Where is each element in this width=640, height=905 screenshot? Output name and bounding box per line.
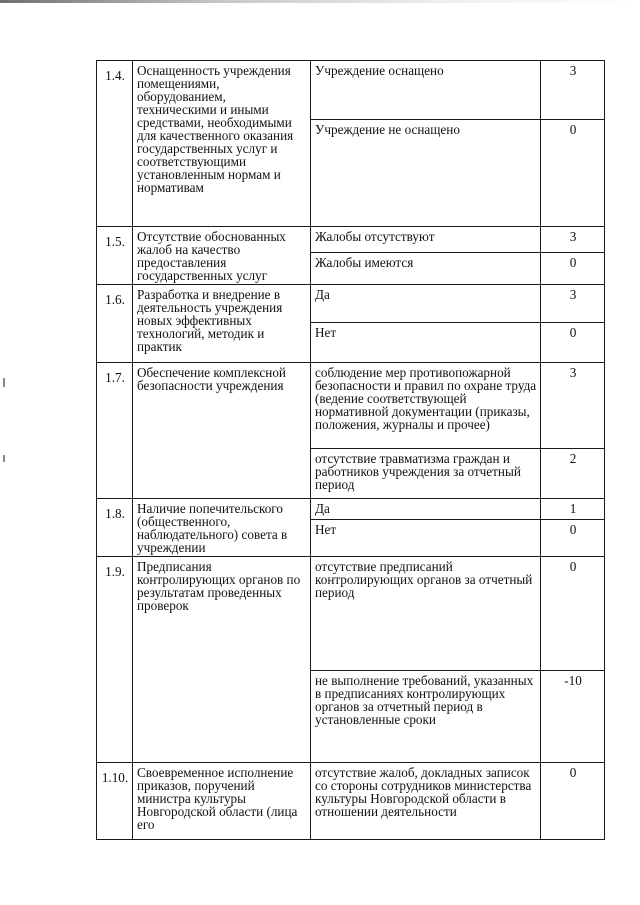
criterion-name: Своевременное исполнение приказов, поручений министра культуры Новгородской области (лица его xyxy=(133,763,311,840)
condition-text: Нет xyxy=(311,323,541,363)
condition-text: Да xyxy=(311,285,541,323)
condition-text: отсутствие жалоб, докладных записок со стороны сотрудников министерства культуры Новгородской области в отношении деятельности xyxy=(311,763,541,840)
scan-speck xyxy=(3,378,5,387)
criterion-name: Обеспечение комплексной безопасности учреждения xyxy=(133,363,311,499)
row-number: 1.7. xyxy=(97,363,133,499)
points-value: 3 xyxy=(541,285,605,323)
condition-text: Учреждение оснащено xyxy=(311,61,541,120)
criteria-table xyxy=(96,60,605,840)
points-value: 0 xyxy=(541,323,605,363)
condition-text: Учреждение не оснащено xyxy=(311,120,541,227)
condition-text: отсутствие предписаний контролирующих органов за отчетный период xyxy=(311,557,541,671)
row-number: 1.6. xyxy=(97,285,133,363)
row-number: 1.5. xyxy=(97,227,133,285)
points-value: 0 xyxy=(541,557,605,671)
points-value: 0 xyxy=(541,253,605,285)
points-value: 2 xyxy=(541,449,605,499)
points-value: 1 xyxy=(541,499,605,520)
table-row xyxy=(97,285,605,323)
row-number: 1.4. xyxy=(97,61,133,227)
table-row xyxy=(97,227,605,253)
points-value: 0 xyxy=(541,120,605,227)
condition-text: отсутствие травматизма граждан и работников учреждения за отчетный период xyxy=(311,449,541,499)
condition-text: не выполнение требований, указанных в предписаниях контролирующих органов за отчетный период в установленные сроки xyxy=(311,671,541,763)
scan-speck xyxy=(3,455,5,462)
points-value: 0 xyxy=(541,520,605,557)
criterion-name: Наличие попечительского (общественного, наблюдательного) совета в учреждении xyxy=(133,499,311,557)
condition-text: Жалобы имеются xyxy=(311,253,541,285)
points-value: -10 xyxy=(541,671,605,763)
table-row xyxy=(97,363,605,449)
row-number: 1.9. xyxy=(97,557,133,763)
table-row xyxy=(97,557,605,671)
points-value: 0 xyxy=(541,763,605,840)
scan-edge-artifact xyxy=(0,0,640,3)
row-number: 1.10. xyxy=(97,763,133,840)
criterion-name: Оснащенность учреждения помещениями, оборудованием, техническими и иными средствами, необходимыми для качественного оказания государственных услуг и соответствующими установленным нормам и нормативам xyxy=(133,61,311,227)
table-row xyxy=(97,61,605,120)
row-number: 1.8. xyxy=(97,499,133,557)
table-row xyxy=(97,499,605,520)
criterion-name: Разработка и внедрение в деятельность учреждения новых эффективных технологий, методик и практик xyxy=(133,285,311,363)
condition-text: соблюдение мер противопожарной безопасности и правил по охране труда (ведение соответствующей нормативной документации (приказы, положения, журналы и прочее) xyxy=(311,363,541,449)
points-value: 3 xyxy=(541,363,605,449)
condition-text: Да xyxy=(311,499,541,520)
points-value: 3 xyxy=(541,227,605,253)
points-value: 3 xyxy=(541,61,605,120)
table-row xyxy=(97,763,605,840)
condition-text: Жалобы отсутствуют xyxy=(311,227,541,253)
condition-text: Нет xyxy=(311,520,541,557)
criterion-name: Предписания контролирующих органов по результатам проведенных проверок xyxy=(133,557,311,763)
criterion-name: Отсутствие обоснованных жалоб на качество предоставления государственных услуг xyxy=(133,227,311,285)
